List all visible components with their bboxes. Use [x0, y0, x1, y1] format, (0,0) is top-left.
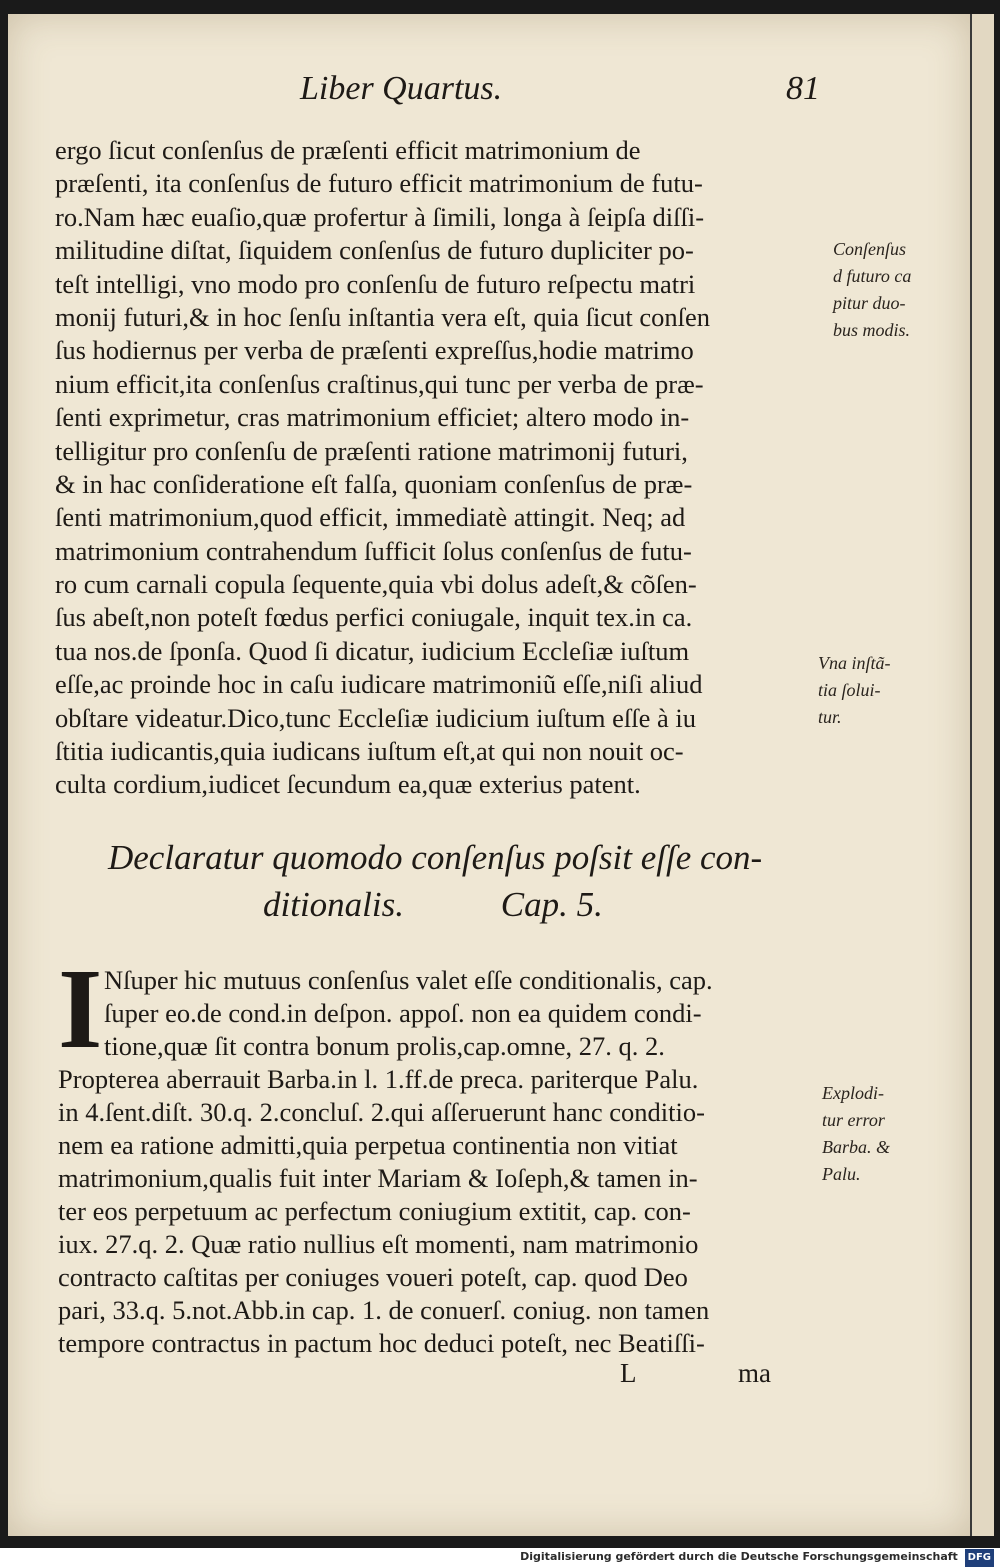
text-line: matrimonium contrahendum ſufficit ſolus conſenſus de futu-	[55, 535, 692, 566]
text-line: culta cordium,iudicet ſecundum ea,quæ exterius patent.	[55, 769, 641, 800]
text-line: ter eos perpetuum ac perfectum coniugium extitit, cap. con-	[58, 1196, 691, 1226]
text-line: ro cum carnali copula ſequente,quia vbi dolus adeſt,& cõſen-	[55, 569, 697, 600]
margin-note	[818, 650, 891, 731]
chapter-heading-line-1: Declaratur quomodo conſenſus poſsit eſſe con-	[108, 838, 763, 877]
text-line: eſſe,ac proinde hoc in caſu iudicare matrimoniũ eſſe,niſi aliud	[55, 669, 703, 700]
page-edge	[970, 14, 994, 1536]
text-line: militudine diſtat, ſiquidem conſenſus de futuro dupliciter po-	[55, 235, 694, 266]
text-line: ro.Nam hæc euaſio,quæ profertur à ſimili, longa à ſeipſa diſſi-	[55, 201, 705, 232]
catchword: ma	[738, 1358, 771, 1388]
chapter-heading-word: ditionalis.	[263, 885, 404, 924]
catchword-line	[620, 1358, 820, 1394]
text-line: Nſuper hic mutuus conſenſus valet eſſe conditionalis, cap.	[104, 965, 713, 995]
drop-cap-initial: I	[58, 945, 103, 1072]
chapter-heading	[108, 834, 808, 928]
paragraph-2	[58, 945, 823, 1360]
chapter-heading-line-2	[108, 881, 808, 928]
margin-note-line: bus modis.	[833, 320, 911, 340]
margin-note-line: Palu.	[822, 1164, 861, 1184]
text-line: ſtitia iudicantis,quia iudicans iuſtum eſt,at qui non nouit oc-	[55, 736, 684, 767]
margin-note-line: tia ſolui-	[818, 680, 881, 700]
text-line: obſtare videatur.Dico,tunc Eccleſiæ iudicium iuſtum eſſe à iu	[55, 702, 696, 733]
margin-note-line: Vna inſtã-	[818, 653, 891, 673]
text-line: nium efficit,ita conſenſus craſtinus,qui tunc per verba de præ-	[55, 368, 704, 399]
margin-note-line: tur error	[822, 1110, 885, 1130]
margin-note-line: pitur duo-	[833, 293, 906, 313]
text-line: ergo ſicut conſenſus de præſenti efficit matrimonium de	[55, 135, 641, 165]
text-line: in 4.ſent.diſt. 30.q. 2.concluſ. 2.qui aſſeruerunt hanc conditio-	[58, 1097, 705, 1127]
chapter-number: Cap. 5.	[500, 885, 603, 924]
credit-text: Digitalisierung gefördert durch die Deutsche Forschungsgemeinschaft	[520, 1550, 958, 1563]
text-line: ſus abeſt,non poteſt fœdus perfici coniugale, inquit tex.in ca.	[55, 602, 693, 633]
text-line: tempore contractus in pactum hoc deduci poteſt, nec Beatiſſi-	[58, 1328, 705, 1358]
paragraph-1	[55, 134, 820, 802]
text-line: teſt intelligi, vno modo pro conſenſu de futuro reſpectu matri	[55, 268, 696, 299]
margin-note-line: tur.	[818, 707, 842, 727]
digitization-credit	[520, 1548, 994, 1566]
text-line: ſenti matrimonium,quod efficit, immediatè attingit. Neq; ad	[55, 502, 686, 533]
text-line: contracto caſtitas per coniuges voueri poteſt, cap. quod Deo	[58, 1262, 688, 1292]
signature-mark: L	[620, 1358, 637, 1388]
page-number: 81	[786, 70, 820, 107]
text-line: tua nos.de ſponſa. Quod ſi dicatur, iudicium Eccleſiæ iuſtum	[55, 635, 690, 666]
running-head: Liber Quartus.	[300, 70, 503, 107]
margin-note	[833, 236, 911, 344]
text-line: iux. 27.q. 2. Quæ ratio nullius eſt momenti, nam matrimonio	[58, 1229, 699, 1259]
text-line: pari, 33.q. 5.not.Abb.in cap. 1. de conuerſ. coniug. non tamen	[58, 1295, 710, 1325]
margin-note-line: Barba. &	[822, 1137, 891, 1157]
text-line: matrimonium,qualis fuit inter Mariam & Ioſeph,& tamen in-	[58, 1163, 698, 1193]
text-line: monij futuri,& in hoc ſenſu inſtantia vera eſt, quia ſicut conſen	[55, 301, 710, 332]
text-line: telligitur pro conſenſu de præſenti ratione matrimonij futuri,	[55, 435, 688, 466]
text-line: præſenti, ita conſenſus de futuro efficit matrimonium de futu-	[55, 168, 703, 199]
text-line: tione,quæ ſit contra bonum prolis,cap.omne, 27. q. 2.	[104, 1031, 665, 1061]
text-line: ſuper eo.de cond.in deſpon. appoſ. non ea quidem condi-	[104, 998, 702, 1028]
dfg-logo: DFG	[965, 1549, 994, 1567]
margin-note-line: Conſenſus	[833, 239, 907, 259]
text-line: Propterea aberrauit Barba.in l. 1.ff.de preca. pariterque Palu.	[58, 1064, 699, 1094]
text-line: ſus hodiernus per verba de præſenti expreſſus,hodie matrimo	[55, 335, 694, 366]
text-line: & in hac conſideratione eſt falſa, quoniam conſenſus de præ-	[55, 468, 693, 499]
margin-note-line: d futuro ca	[833, 266, 912, 286]
page-header	[300, 70, 820, 120]
margin-note-line: Explodi-	[822, 1083, 884, 1103]
text-line: nem ea ratione admitti,quia perpetua continentia non vitiat	[58, 1130, 678, 1160]
text-line: ſenti exprimetur, cras matrimonium efficiet; altero modo in-	[55, 402, 690, 433]
margin-note	[822, 1080, 890, 1188]
